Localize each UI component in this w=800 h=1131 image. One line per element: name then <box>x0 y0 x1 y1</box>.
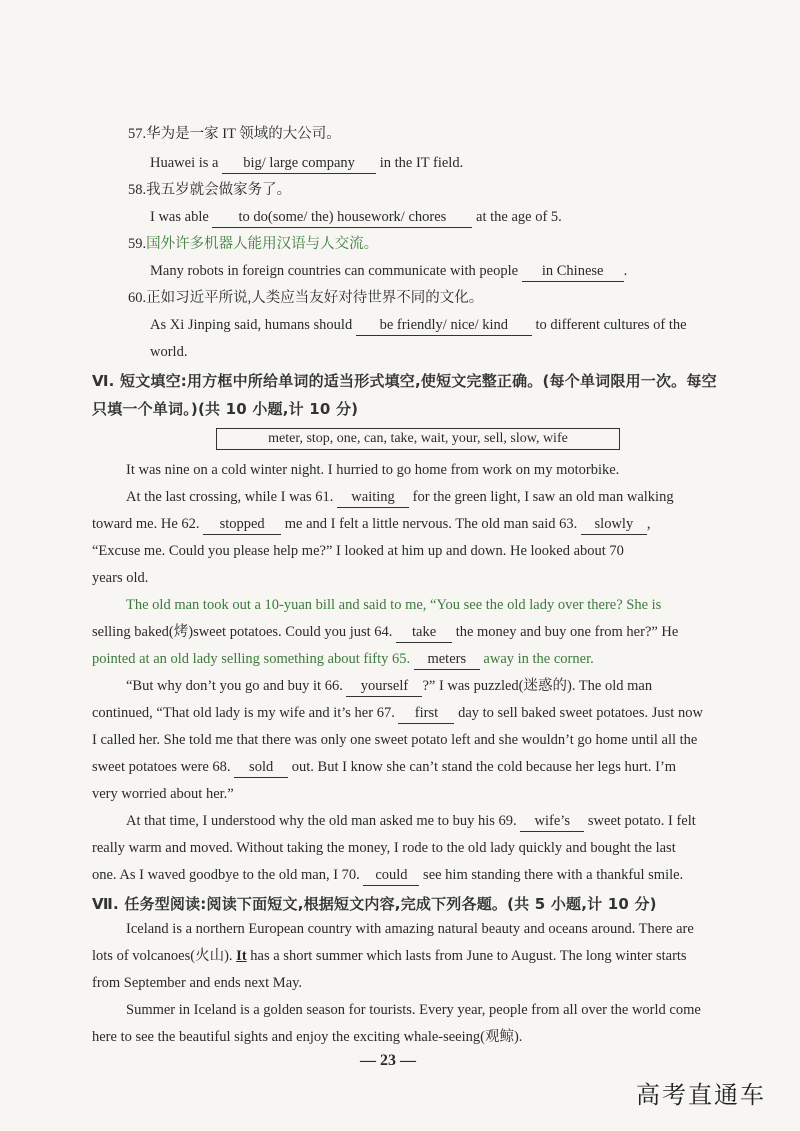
underlined-it: It <box>236 948 247 964</box>
watermark-logo: 高考直通车 <box>636 1081 766 1109</box>
s6-p4-line1: “But why don’t you go and buy it 66. yourself ?” I was puzzled(迷惑的). The old man <box>126 676 652 697</box>
q59-answer: in Chinese <box>522 261 624 282</box>
s6-p1: It was nine on a cold winter night. I hurried to go home from work on my motorbike. <box>126 462 620 478</box>
q58-english: I was able to do(some/ the) housework/ chores at the age of 5. <box>150 207 562 228</box>
section6-title-line1: Ⅵ. 短文填空:用方框中所给单词的适当形式填空,使短文完整正确。(每个单词限用一次。每空 <box>92 372 717 390</box>
s7-p1-line3: from September and ends next May. <box>92 975 303 991</box>
answer-67: first <box>398 703 454 724</box>
s6-p2-line3: “Excuse me. Could you please help me?” I looked at him up and down. He looked about 70 <box>92 543 624 559</box>
s6-p4-line4: sweet potatoes were 68. sold out. But I know she can’t stand the cold because her legs hurt. I’m <box>92 757 676 778</box>
answer-68: sold <box>234 757 288 778</box>
s7-p2-line1: Summer in Iceland is a golden season for tourists. Every year, people from all over the world come <box>126 1002 701 1018</box>
s6-p5-line1: At that time, I understood why the old man asked me to buy his 69. wife’s sweet potato. I felt <box>126 811 696 832</box>
s6-p2-line2: toward me. He 62. stopped me and I felt a little nervous. The old man said 63. slowly , <box>92 514 651 535</box>
answer-63: slowly <box>581 514 647 535</box>
s7-p1-line1: Iceland is a northern European country with amazing natural beauty and oceans around. There are <box>126 921 694 937</box>
q57-chinese: 57.华为是一家 IT 领域的大公司。 <box>128 126 341 142</box>
s6-p4-line5: very worried about her.” <box>92 786 234 802</box>
answer-66: yourself <box>346 676 422 697</box>
s6-p3-line1: The old man took out a 10-yuan bill and said to me, “You see the old lady over there? She is <box>126 597 662 613</box>
q57-answer: big/ large company <box>222 153 376 174</box>
answer-61: waiting <box>337 487 409 508</box>
word-bank-box: meter, stop, one, can, take, wait, your, sell, slow, wife <box>216 428 620 450</box>
q60-english-cont: world. <box>150 344 188 360</box>
s6-p4-line2: continued, “That old lady is my wife and it’s her 67. first day to sell baked sweet potatoes. Just now <box>92 703 703 724</box>
answer-69: wife’s <box>520 811 584 832</box>
q59-english: Many robots in foreign countries can communicate with people in Chinese . <box>150 261 627 282</box>
page-number: — 23 — <box>360 1052 416 1069</box>
q60-english: As Xi Jinping said, humans should be friendly/ nice/ kind to different cultures of the <box>150 315 687 336</box>
s6-p4-line3: I called her. She told me that there was only one sweet potato left and she wouldn’t go home until all the <box>92 732 698 748</box>
answer-65: meters <box>414 649 480 670</box>
answer-70: could <box>363 865 419 886</box>
s6-p5-line3: one. As I waved goodbye to the old man, I 70. could see him standing there with a thankful smile. <box>92 865 683 886</box>
answer-64: take <box>396 622 452 643</box>
s6-p3-line2: selling baked(烤)sweet potatoes. Could you just 64. take the money and buy one from her?” He <box>92 622 678 643</box>
q59-chinese: 59.国外许多机器人能用汉语与人交流。 <box>128 236 379 252</box>
s6-p5-line2: really warm and moved. Without taking the money, I rode to the old lady quickly and bought the last <box>92 840 676 856</box>
s6-p3-line3: pointed at an old lady selling something about fifty 65. meters away in the corner. <box>92 649 594 670</box>
q60-answer: be friendly/ nice/ kind <box>356 315 532 336</box>
s6-p2-line4: years old. <box>92 570 149 586</box>
q60-chinese: 60.正如习近平所说,人类应当友好对待世界不同的文化。 <box>128 290 484 306</box>
s6-p2-line1: At the last crossing, while I was 61. waiting for the green light, I saw an old man walking <box>126 487 674 508</box>
s7-p2-line2: here to see the beautiful sights and enjoy the exciting whale-seeing(观鲸). <box>92 1029 523 1045</box>
s7-p1-line2: lots of volcanoes(火山). It has a short summer which lasts from June to August. The long winter starts <box>92 948 687 964</box>
q57-english: Huawei is a big/ large company in the IT field. <box>150 153 463 174</box>
q58-chinese: 58.我五岁就会做家务了。 <box>128 182 292 198</box>
q58-answer: to do(some/ the) housework/ chores <box>212 207 472 228</box>
answer-62: stopped <box>203 514 281 535</box>
section6-title-line2: 只填一个单词。)(共 10 小题,计 10 分) <box>92 400 359 418</box>
section7-title: Ⅶ. 任务型阅读:阅读下面短文,根据短文内容,完成下列各题。(共 5 小题,计 10 分) <box>92 895 657 913</box>
